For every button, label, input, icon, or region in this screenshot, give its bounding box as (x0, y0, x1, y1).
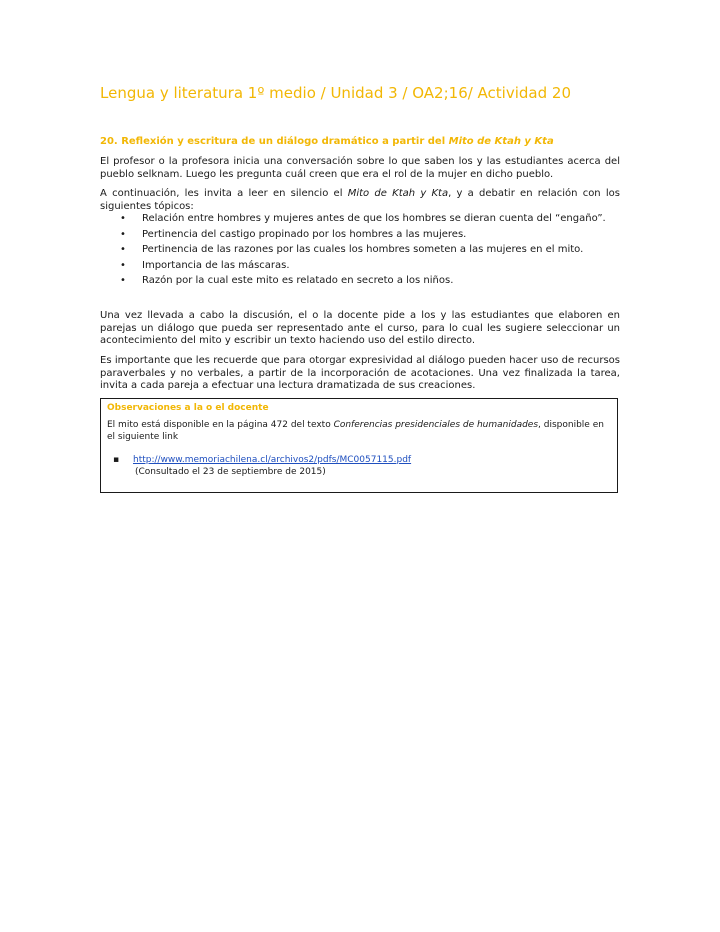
list-item (100, 260, 620, 273)
paragraph-intro: El profesor o la profesora inicia una conversación sobre lo que saben los y las estudiantes acerca del pueblo selknam. Luego les pregunta cuál creen que era el rol de la mujer en dicho pueblo. (100, 156, 620, 180)
paragraph-reading (100, 188, 620, 213)
observations-text (107, 420, 613, 443)
observations-text-italic: Conferencias presidenciales de humanidades (333, 420, 539, 430)
activity-title-prefix: 20. Reflexión y escritura de un diálogo dramático a partir del (100, 136, 449, 147)
activity-title (100, 136, 620, 147)
paragraph-reading-before: A continuación, les invita a leer en silencio el (100, 188, 348, 199)
activity-title-italic: Mito de Ktah y Kta (448, 136, 554, 147)
observations-text-after: , disponible en el siguiente link (107, 420, 604, 442)
list-item-text: Pertinencia del castigo propinado por los hombres a las mujeres. (142, 228, 467, 240)
consulted-date: (Consultado el 23 de septiembre de 2015) (135, 467, 326, 477)
list-item-text: Razón por la cual este mito es relatado en secreto a los niños. (142, 275, 454, 286)
page-header-title: Lengua y literatura 1º medio / Unidad 3 / OA2;16/ Actividad 20 (100, 84, 571, 102)
paragraph-reading-italic: Mito de Ktah y Kta (347, 188, 449, 199)
paragraph-expressivity: Es importante que les recuerde que para otorgar expresividad al diálogo pueden hacer uso de recursos paraverbales y no verbales, a partir de la incorporación de acotaciones. Una vez finalizada la tarea, invita a cada pareja a efectuar una lectura dramatizada de sus creaciones. (100, 355, 620, 391)
memoria-chilena-link[interactable]: http://www.memoriachilena.cl/archivos2/pdfs/MC0057115.pdf (133, 455, 412, 465)
observations-title: Observaciones a la o el docente (107, 403, 269, 413)
bullet-icon: • (120, 228, 126, 240)
bullet-icon: • (120, 275, 126, 286)
list-item (100, 244, 620, 257)
bullet-icon: • (120, 259, 126, 271)
observations-text-before: El mito está disponible en la página 472 del texto (107, 420, 334, 430)
topics-list (100, 213, 620, 291)
observations-box (100, 398, 618, 493)
list-item-text: Relación entre hombres y mujeres antes de que los hombres se dieran cuenta del “engaño”. (142, 213, 606, 224)
list-item-text: Importancia de las máscaras. (142, 259, 290, 271)
bullet-icon: • (120, 213, 126, 224)
list-item (100, 213, 620, 226)
list-item (100, 229, 620, 242)
square-bullet-icon: ▪ (113, 455, 120, 465)
bullet-icon: • (120, 244, 126, 255)
paragraph-reading-after: , y a debatir en relación con los siguientes tópicos: (100, 188, 620, 212)
list-item-text: Pertinencia de las razones por las cuales los hombres someten a las mujeres en el mito. (142, 244, 584, 255)
list-item (100, 275, 620, 288)
paragraph-dialogue-task: Una vez llevada a cabo la discusión, el o la docente pide a los y las estudiantes que elaboren en parejas un diálogo que pueda ser representado ante el curso, para lo cual les sugiere seleccionar un acontecimiento del mito y escribir un texto haciendo uso del estilo directo. (100, 310, 620, 346)
